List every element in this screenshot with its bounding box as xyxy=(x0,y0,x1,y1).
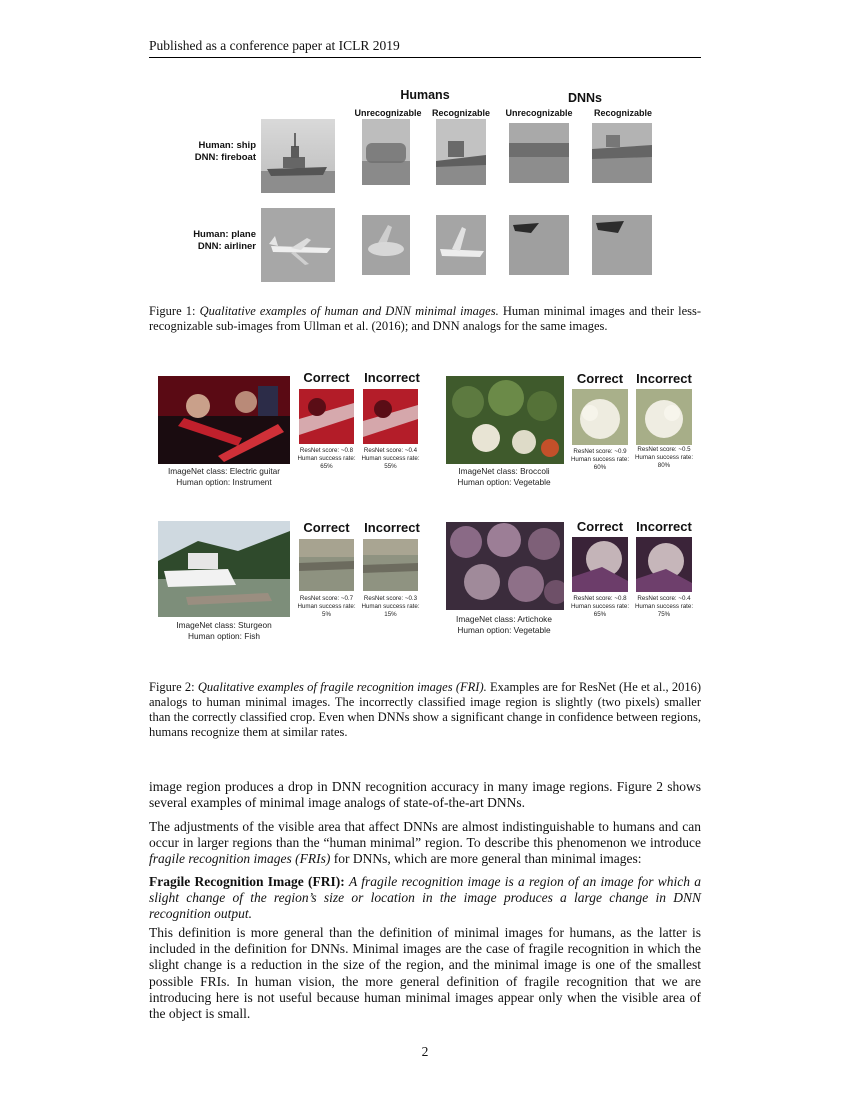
fig2-sturgeon-correct-stats xyxy=(294,595,359,619)
running-header: Published as a conference paper at ICLR 2019 xyxy=(149,38,701,58)
fig2-guitar-class-label xyxy=(150,466,298,488)
fig2-broccoli-human-option: Human option: Vegetable xyxy=(457,477,551,487)
fig2-sturgeon-correct-score: ResNet score: ~0.7 xyxy=(299,595,354,602)
fig2-artichoke-correct-rate: Human success rate: 65% xyxy=(570,603,630,618)
fig2-artichoke-incorrect-crop xyxy=(636,537,692,592)
fig2-artichoke-incorrect-stats xyxy=(631,595,697,619)
fig1-col-dnns-unrecognizable: Unrecognizable xyxy=(505,108,573,118)
fig2-sturgeon-correct-heading: Correct xyxy=(303,520,350,535)
paragraph-2-text-b: for DNNs, which are more general than minimal images: xyxy=(330,851,642,867)
fig2-artichoke-correct-heading: Correct xyxy=(576,519,624,534)
fig1-group-dnns: DNNs xyxy=(567,91,603,105)
paragraph-2-text-a: The adjustments of the visible area that affect DNNs are almost indistinguishable to humans and can occur in larger regions than the “human minimal” region. To describe this phenomenon we introduce xyxy=(149,819,701,851)
fig1-ship-dnns-unrecognizable xyxy=(509,123,569,183)
fri-definition-label: Fragile Recognition Image (FRI): xyxy=(149,874,345,889)
fig2-guitar-correct-stats xyxy=(294,447,359,471)
fig2-broccoli-class-label xyxy=(434,466,574,488)
fig1-group-humans: Humans xyxy=(400,88,450,102)
fig1-col-humans-unrecognizable: Unrecognizable xyxy=(354,108,422,118)
fig2-guitar-incorrect-heading: Incorrect xyxy=(364,370,420,385)
fig2-guitar-correct-crop xyxy=(299,389,354,444)
fig2-broccoli-correct-rate: Human success rate: 60% xyxy=(570,456,630,471)
fig2-sturgeon-human-option: Human option: Fish xyxy=(188,631,260,641)
fig2-broccoli-imagenet-class: ImageNet class: Broccoli xyxy=(458,466,550,476)
fig2-broccoli-correct-crop xyxy=(572,389,628,445)
fig2-broccoli-full-image xyxy=(446,376,564,464)
fig1-plane-humans-unrecognizable xyxy=(362,215,410,275)
fig2-guitar-incorrect-stats xyxy=(358,447,423,471)
fig1-col-dnns-recognizable: Recognizable xyxy=(593,108,652,118)
fig1-caption-title: Qualitative examples of human and DNN minimal images. xyxy=(199,304,499,318)
fig2-sturgeon-correct-crop xyxy=(299,539,354,591)
paragraph-2-term: fragile recognition images (FRIs) xyxy=(149,851,331,867)
fig2-artichoke-class-label xyxy=(434,614,574,636)
fig2-artichoke-full-image xyxy=(446,522,564,610)
fig2-guitar-incorrect-crop xyxy=(363,389,418,444)
fig1-caption xyxy=(149,304,701,334)
page-number: 2 xyxy=(421,1044,429,1059)
fig2-caption xyxy=(149,680,701,740)
fig1-row-plane-label xyxy=(146,229,256,253)
fig2-broccoli-incorrect-heading: Incorrect xyxy=(636,371,692,386)
fig1-plane-dnns-unrecognizable xyxy=(509,215,569,275)
fig2-caption-title: Qualitative examples of fragile recognition images (FRI). xyxy=(197,680,487,694)
fig2-caption-text: Examples are for ResNet (He et al., 2016) analogs to human minimal images. The incorrectly classified image region is slightly (two pixels) smaller than the correctly classified crop. Even when DNNs show a significant change in confidence between regions, humans recognize them at similar rates. xyxy=(149,680,701,739)
fig2-artichoke-incorrect-heading: Incorrect xyxy=(636,519,692,534)
fig2-artichoke-human-option: Human option: Vegetable xyxy=(457,625,551,635)
fig2-caption-label: Figure 2: xyxy=(149,680,195,694)
fig2-broccoli-correct-score: ResNet score: ~0.9 xyxy=(573,448,627,455)
fig2-sturgeon-class-label xyxy=(150,620,298,642)
fig2-sturgeon-incorrect-stats xyxy=(358,595,423,619)
fig2-sturgeon-incorrect-rate: Human success rate: 15% xyxy=(361,603,420,618)
fig2-broccoli-correct-heading: Correct xyxy=(576,371,624,386)
fig2-artichoke-correct-stats xyxy=(567,595,633,619)
fig2-sturgeon-imagenet-class: ImageNet class: Sturgeon xyxy=(176,620,272,630)
fig2-broccoli-incorrect-score: ResNet score: ~0.5 xyxy=(637,446,691,453)
fig2-guitar-incorrect-score: ResNet score: ~0.4 xyxy=(363,447,418,454)
fig1-caption-label: Figure 1: xyxy=(149,304,196,318)
fig2-guitar-correct-heading: Correct xyxy=(303,370,350,385)
fig2-sturgeon-correct-rate: Human success rate: 5% xyxy=(297,603,356,618)
fig2-artichoke-incorrect-rate: Human success rate: 75% xyxy=(634,603,694,618)
paragraph-2 xyxy=(149,819,701,868)
fri-definition xyxy=(149,874,701,923)
fig2-guitar-full-image xyxy=(158,376,290,464)
fig2-sturgeon-full-image xyxy=(158,521,290,617)
fig2-guitar-incorrect-rate: Human success rate: 55% xyxy=(361,455,420,470)
fig1-row-plane-dnn: DNN: airliner xyxy=(197,241,256,252)
paragraph-1: image region produces a drop in DNN recognition accuracy in many image regions. Figure 2 shows several examples of minimal image analogs of state-of-the-art DNNs. xyxy=(149,779,701,811)
fig2-broccoli-correct-stats xyxy=(567,448,633,472)
fig2-broccoli-incorrect-rate: Human success rate: 80% xyxy=(634,454,694,469)
fig2-artichoke-correct-crop xyxy=(572,537,628,592)
fig2-broccoli-incorrect-crop xyxy=(636,389,692,445)
fig2-artichoke-imagenet-class: ImageNet class: Artichoke xyxy=(456,614,552,624)
paragraph-3: This definition is more general than the definition of minimal images for humans, as the latter is included in the definition for DNNs. Minimal images are the case of fragile recognition in which the slight change is a reduction in the size of the region, and the minimal image is one of the smallest possible FRIs. In human vision, the more general definition of fragile recognition that we are introducing here is not useful because human minimal images appear only when the visible area of the object is small. xyxy=(149,925,701,1022)
fig1-row-plane-human: Human: plane xyxy=(193,229,256,240)
fig1-ship-humans-unrecognizable xyxy=(362,119,410,185)
fig2-artichoke-correct-score: ResNet score: ~0.8 xyxy=(573,595,627,602)
fig2-sturgeon-incorrect-crop xyxy=(363,539,418,591)
fig2-artichoke-incorrect-score: ResNet score: ~0.4 xyxy=(637,595,691,602)
fig1-caption-text: Human minimal images and their less-recognizable sub-images from Ullman et al. (2016); and DNN analogs for the same images. xyxy=(149,304,702,333)
fig2-guitar-correct-score: ResNet score: ~0.8 xyxy=(299,447,354,454)
fig1-col-humans-recognizable: Recognizable xyxy=(431,108,490,118)
fig1-plane-humans-recognizable xyxy=(436,215,486,275)
fig1-row-ship-dnn: DNN: fireboat xyxy=(194,152,256,163)
fig1-ship-dnns-recognizable xyxy=(592,123,652,183)
fig2-sturgeon-incorrect-score: ResNet score: ~0.3 xyxy=(363,595,418,602)
fig1-plane-dnns-recognizable xyxy=(592,215,652,275)
fri-definition-text: A fragile recognition image is a region of an image for which a slight change of the region’s size or location in the image produces a large change in DNN recognition output. xyxy=(149,874,701,922)
fig2-guitar-correct-rate: Human success rate: 65% xyxy=(297,455,356,470)
fig1-row-ship-label xyxy=(146,140,256,164)
fig2-broccoli-incorrect-stats xyxy=(631,446,697,470)
fig1-ship-humans-recognizable xyxy=(436,119,486,185)
fig2-sturgeon-incorrect-heading: Incorrect xyxy=(364,520,420,535)
fig1-ship-full-image xyxy=(261,119,335,193)
fig1-plane-full-image xyxy=(261,208,335,282)
fig2-guitar-human-option: Human option: Instrument xyxy=(176,477,272,487)
fig1-row-ship-human: Human: ship xyxy=(198,140,256,151)
fig2-guitar-imagenet-class: ImageNet class: Electric guitar xyxy=(167,466,281,476)
